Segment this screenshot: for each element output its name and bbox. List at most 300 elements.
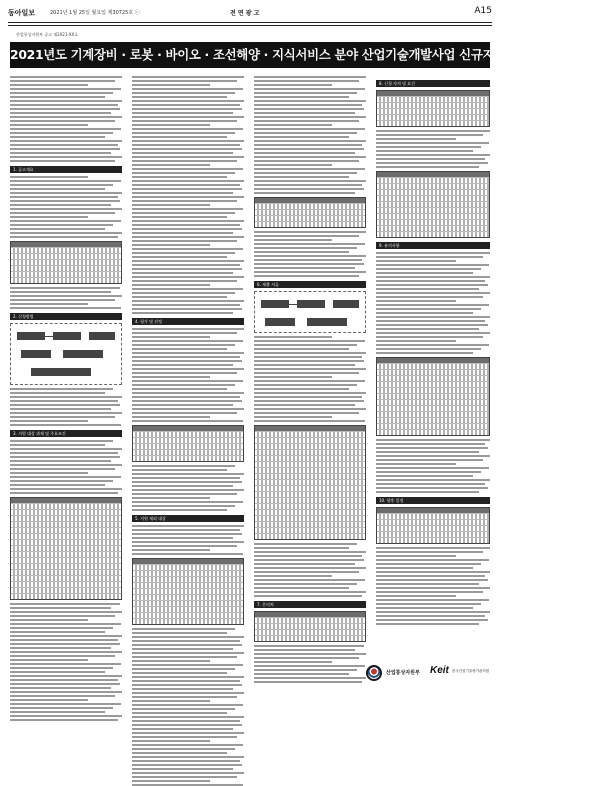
body-text-line	[254, 88, 365, 90]
body-text-line	[132, 477, 240, 479]
body-text-line	[254, 575, 332, 577]
body-text-line	[132, 116, 244, 118]
body-text-line	[254, 144, 362, 146]
body-text-line	[132, 704, 243, 706]
body-text-line	[376, 623, 479, 625]
body-text-line	[10, 420, 88, 422]
body-text-line	[10, 291, 111, 293]
body-text-line	[376, 615, 485, 617]
table-row	[255, 533, 365, 539]
body-text-line	[376, 567, 473, 569]
body-text-line	[254, 156, 366, 158]
body-text-line	[132, 96, 227, 98]
body-text-line	[376, 603, 481, 605]
announcement-banner	[10, 32, 611, 72]
body-text-line	[132, 541, 244, 543]
body-text-line	[254, 376, 332, 378]
body-text-line	[132, 712, 227, 714]
body-text-line	[132, 652, 244, 654]
body-text-line	[132, 120, 237, 122]
body-text-line	[10, 204, 111, 206]
body-text-line	[132, 644, 242, 646]
body-text-line	[254, 120, 359, 122]
body-text-line	[132, 272, 233, 274]
body-text-line	[254, 408, 366, 410]
body-text-line	[10, 299, 115, 301]
body-text-line	[132, 772, 244, 774]
body-text-line	[132, 192, 233, 194]
body-text-line	[376, 348, 481, 350]
data-table	[376, 357, 490, 436]
body-text-line	[132, 332, 237, 334]
body-text-line	[376, 154, 490, 156]
body-text-line	[132, 529, 240, 531]
body-text-line	[132, 408, 244, 410]
body-text-line	[376, 551, 483, 553]
body-text-line	[132, 764, 242, 766]
body-text-line	[10, 160, 115, 162]
body-text-line	[132, 296, 227, 298]
body-text-line	[10, 400, 118, 402]
body-text-line	[132, 136, 227, 138]
body-text-line	[10, 236, 118, 238]
body-text-line	[10, 412, 122, 414]
body-text-line	[10, 464, 122, 466]
body-text-line	[254, 116, 366, 118]
body-text-line	[132, 112, 233, 114]
body-text-line	[376, 162, 488, 164]
government-emblem-icon	[366, 665, 382, 681]
body-text-line	[10, 287, 120, 289]
body-text-line	[10, 480, 113, 482]
body-text-line	[254, 563, 355, 565]
body-text-line	[10, 715, 122, 717]
body-text-line	[254, 84, 332, 86]
body-text-line	[10, 388, 113, 390]
process-diagram	[254, 291, 366, 333]
body-text-line	[10, 468, 115, 470]
masthead-rule-secondary	[8, 25, 492, 26]
table-row	[377, 120, 489, 126]
body-text-line	[376, 288, 479, 290]
body-text-line	[10, 424, 121, 426]
body-text-line	[376, 459, 483, 461]
body-text-line	[376, 619, 488, 621]
diagram-box	[63, 350, 103, 358]
body-text-line	[376, 555, 456, 557]
body-text-line	[254, 380, 365, 382]
diagram-box	[261, 300, 289, 308]
data-table	[254, 425, 366, 540]
body-text-line	[254, 559, 364, 561]
body-text-line	[10, 156, 122, 158]
body-text-line	[376, 447, 488, 449]
body-text-line	[254, 412, 359, 414]
body-text-line	[132, 696, 237, 698]
body-text-line	[376, 300, 456, 302]
table-row	[377, 537, 489, 543]
table-row	[133, 455, 243, 461]
body-text-line	[254, 132, 357, 134]
body-text-line	[132, 688, 233, 690]
table-row	[377, 429, 489, 435]
body-text-line	[132, 352, 244, 354]
body-text-line	[254, 388, 349, 390]
section-heading: 6. 제출 서류	[254, 281, 366, 288]
body-text-line	[132, 368, 244, 370]
body-text-line	[10, 96, 105, 98]
body-text-line	[254, 543, 357, 545]
body-text-line	[376, 296, 483, 298]
body-text-line	[10, 220, 121, 222]
body-text-line	[132, 100, 244, 102]
body-text-line	[376, 312, 473, 314]
body-text-line	[132, 776, 237, 778]
body-text-line	[10, 224, 113, 226]
body-text-line	[376, 559, 489, 561]
body-text-line	[376, 272, 473, 274]
body-text-line	[254, 336, 332, 338]
body-text-line	[376, 475, 473, 477]
body-text-line	[10, 120, 115, 122]
body-text-line	[10, 635, 122, 637]
body-text-line	[254, 275, 359, 277]
data-table	[10, 497, 122, 600]
body-text-line	[132, 292, 235, 294]
newspaper-name: 동아일보	[8, 9, 36, 17]
data-table	[376, 90, 490, 127]
body-text-line	[132, 80, 237, 82]
body-text-line	[254, 344, 357, 346]
body-text-line	[254, 231, 366, 233]
body-text-line	[376, 328, 479, 330]
body-text-line	[254, 645, 364, 647]
body-text-line	[254, 384, 357, 386]
body-text-line	[254, 104, 362, 106]
body-text-line	[376, 268, 481, 270]
body-text-line	[132, 252, 235, 254]
body-text-line	[132, 420, 243, 422]
body-text-line	[132, 328, 244, 330]
body-text-line	[132, 736, 237, 738]
body-text-line	[376, 340, 456, 342]
issue-date: 2021년 1월 25일 월요일 제30725호 ⓒ	[50, 10, 140, 16]
body-text-line	[376, 304, 489, 306]
body-text-line	[376, 320, 485, 322]
body-text-line	[132, 728, 233, 730]
body-text-line	[132, 628, 235, 630]
body-text-line	[132, 176, 227, 178]
body-text-line	[132, 204, 210, 206]
body-text-line	[254, 360, 364, 362]
body-text-line	[132, 196, 244, 198]
body-text-line	[132, 172, 235, 174]
body-text-line	[10, 711, 105, 713]
body-text-line	[10, 639, 118, 641]
body-text-line	[10, 460, 111, 462]
body-text-line	[376, 150, 473, 152]
body-text-line	[132, 280, 237, 282]
section-heading: 8. 신청 자격 및 요건	[376, 80, 490, 87]
body-text-line	[132, 236, 244, 238]
body-text-line	[132, 768, 233, 770]
text-column-1	[10, 76, 122, 662]
body-text-line	[254, 657, 359, 659]
body-text-line	[132, 692, 244, 694]
body-text-line	[10, 440, 113, 442]
announcement-kicker: 산업통상자원부 공고 제2021-XX호	[16, 32, 79, 37]
body-text-line	[376, 336, 483, 338]
process-diagram	[10, 323, 122, 385]
body-text-line	[376, 130, 490, 132]
body-text-line	[376, 483, 485, 485]
body-text-line	[10, 192, 122, 194]
body-text-line	[254, 267, 355, 269]
body-text-line	[10, 404, 120, 406]
body-text-line	[132, 760, 240, 762]
body-text-line	[376, 463, 456, 465]
body-text-line	[132, 545, 237, 547]
body-text-line	[132, 392, 244, 394]
body-text-line	[132, 533, 242, 535]
body-text-line	[376, 439, 490, 441]
body-text-line	[10, 707, 113, 709]
body-text-line	[376, 607, 473, 609]
body-text-line	[254, 368, 366, 370]
body-text-line	[132, 248, 243, 250]
body-text-line	[10, 80, 115, 82]
diagram-arrow	[45, 336, 53, 337]
body-text-line	[254, 176, 349, 178]
body-text-line	[254, 595, 362, 597]
body-text-line	[376, 332, 490, 334]
body-text-line	[376, 591, 483, 593]
body-text-line	[132, 469, 227, 471]
body-text-line	[376, 443, 485, 445]
body-text-line	[132, 228, 242, 230]
body-text-line	[10, 647, 111, 649]
body-text-line	[254, 112, 355, 114]
body-text-line	[132, 144, 240, 146]
body-text-line	[10, 416, 115, 418]
body-text-line	[132, 220, 244, 222]
body-text-line	[376, 138, 456, 140]
body-text-line	[376, 134, 483, 136]
diagram-box	[307, 318, 347, 326]
body-text-line	[254, 567, 366, 569]
body-text-line	[10, 212, 115, 214]
agency-name: 한국산업기술평가관리원	[452, 669, 490, 673]
body-text-line	[132, 108, 242, 110]
body-text-line	[254, 583, 357, 585]
body-text-line	[376, 260, 456, 262]
body-text-line	[254, 404, 355, 406]
diagram-box	[17, 332, 45, 340]
body-text-line	[132, 360, 242, 362]
body-text-line	[376, 146, 481, 148]
body-text-line	[132, 132, 235, 134]
table-row	[255, 635, 365, 641]
body-text-line	[376, 611, 490, 613]
body-text-line	[132, 473, 244, 475]
body-text-line	[132, 708, 235, 710]
body-text-line	[132, 244, 210, 246]
body-text-line	[254, 180, 366, 182]
body-text-line	[376, 579, 488, 581]
body-text-line	[132, 336, 210, 338]
body-text-line	[132, 780, 210, 782]
diagram-box	[89, 332, 115, 340]
body-text-line	[132, 344, 235, 346]
body-text-line	[132, 156, 244, 158]
body-text-line	[376, 455, 490, 457]
body-text-line	[132, 160, 237, 162]
advertiser-footer	[10, 662, 490, 686]
data-table	[132, 558, 244, 625]
section-heading: 4. 평가 및 선정	[132, 318, 244, 325]
body-text-line	[10, 651, 122, 653]
body-text-line	[254, 340, 365, 342]
body-text-line	[254, 80, 359, 82]
body-text-line	[376, 324, 488, 326]
body-text-line	[132, 128, 243, 130]
data-table	[254, 611, 366, 642]
body-text-line	[132, 748, 235, 750]
body-text-line	[254, 551, 366, 553]
body-text-line	[132, 148, 242, 150]
section-heading: 9. 유의사항	[376, 242, 490, 249]
table-row	[11, 593, 121, 599]
body-text-line	[10, 396, 122, 398]
body-text-line	[254, 124, 332, 126]
body-text-line	[132, 312, 233, 314]
body-text-line	[132, 92, 235, 94]
body-text-line	[132, 268, 242, 270]
body-text-line	[132, 412, 237, 414]
body-text-line	[132, 308, 242, 310]
body-text-line	[376, 158, 485, 160]
body-text-line	[376, 587, 490, 589]
body-text-line	[254, 108, 364, 110]
body-text-line	[254, 100, 366, 102]
body-text-line	[254, 188, 364, 190]
section-heading: 10. 향후 일정	[376, 497, 490, 504]
body-text-line	[254, 251, 349, 253]
body-text-line	[376, 487, 488, 489]
data-table	[376, 171, 490, 238]
body-text-line	[10, 627, 113, 629]
body-text-line	[376, 316, 490, 318]
body-text-line	[10, 607, 111, 609]
body-text-line	[10, 176, 88, 178]
section-heading: 2. 신청방법	[10, 313, 122, 320]
body-text-line	[254, 591, 366, 593]
diagram-box	[333, 300, 359, 308]
section-label: 전 면 광 고	[230, 10, 260, 17]
body-text-line	[132, 300, 244, 302]
body-text-line	[10, 307, 121, 309]
body-text-line	[132, 465, 235, 467]
body-text-line	[132, 656, 237, 658]
body-text-line	[132, 756, 244, 758]
body-text-line	[10, 392, 105, 394]
body-text-line	[10, 140, 122, 142]
body-text-line	[254, 416, 332, 418]
text-column-4	[376, 76, 490, 662]
body-text-line	[132, 348, 227, 350]
body-text-line	[132, 380, 243, 382]
body-text-line	[132, 509, 227, 511]
body-text-line	[376, 451, 479, 453]
body-text-line	[376, 583, 479, 585]
body-text-line	[10, 611, 122, 613]
body-text-line	[10, 643, 120, 645]
body-text-line	[10, 659, 88, 661]
body-text-line	[376, 308, 481, 310]
body-text-line	[132, 384, 235, 386]
body-text-line	[132, 88, 243, 90]
body-text-line	[132, 632, 227, 634]
body-text-line	[132, 208, 243, 210]
body-text-line	[10, 188, 105, 190]
body-text-line	[254, 547, 349, 549]
body-text-line	[376, 563, 481, 565]
body-text-line	[10, 691, 122, 693]
body-text-line	[132, 648, 233, 650]
body-text-line	[10, 232, 122, 234]
body-text-line	[10, 695, 115, 697]
body-text-line	[10, 619, 88, 621]
body-text-line	[376, 491, 479, 493]
body-text-line	[10, 623, 121, 625]
body-text-line	[132, 481, 242, 483]
body-text-line	[10, 108, 120, 110]
body-text-line	[10, 603, 120, 605]
body-text-line	[10, 216, 88, 218]
body-text-line	[254, 348, 349, 350]
body-text-line	[10, 180, 121, 182]
body-text-line	[132, 224, 240, 226]
body-text-line	[132, 553, 243, 555]
body-text-line	[132, 724, 242, 726]
body-text-line	[254, 400, 364, 402]
body-text-line	[132, 549, 210, 551]
body-text-line	[10, 112, 111, 114]
body-text-line	[376, 264, 489, 266]
body-text-line	[132, 716, 244, 718]
body-text-line	[10, 687, 111, 689]
body-text-line	[132, 505, 235, 507]
body-text-line	[10, 92, 113, 94]
body-text-line	[254, 356, 362, 358]
diagram-box	[297, 300, 325, 308]
body-text-line	[10, 484, 105, 486]
body-text-line	[254, 420, 365, 422]
table-row	[133, 618, 243, 624]
body-text-line	[254, 172, 357, 174]
body-text-line	[254, 184, 362, 186]
body-text-line	[132, 388, 227, 390]
data-table	[132, 425, 244, 462]
body-text-line	[132, 260, 244, 262]
body-text-line	[132, 640, 240, 642]
text-column-3	[254, 76, 366, 662]
body-text-line	[10, 100, 122, 102]
body-text-line	[376, 276, 490, 278]
body-text-line	[10, 200, 120, 202]
body-text-line	[10, 148, 120, 150]
diagram-box	[21, 350, 51, 358]
